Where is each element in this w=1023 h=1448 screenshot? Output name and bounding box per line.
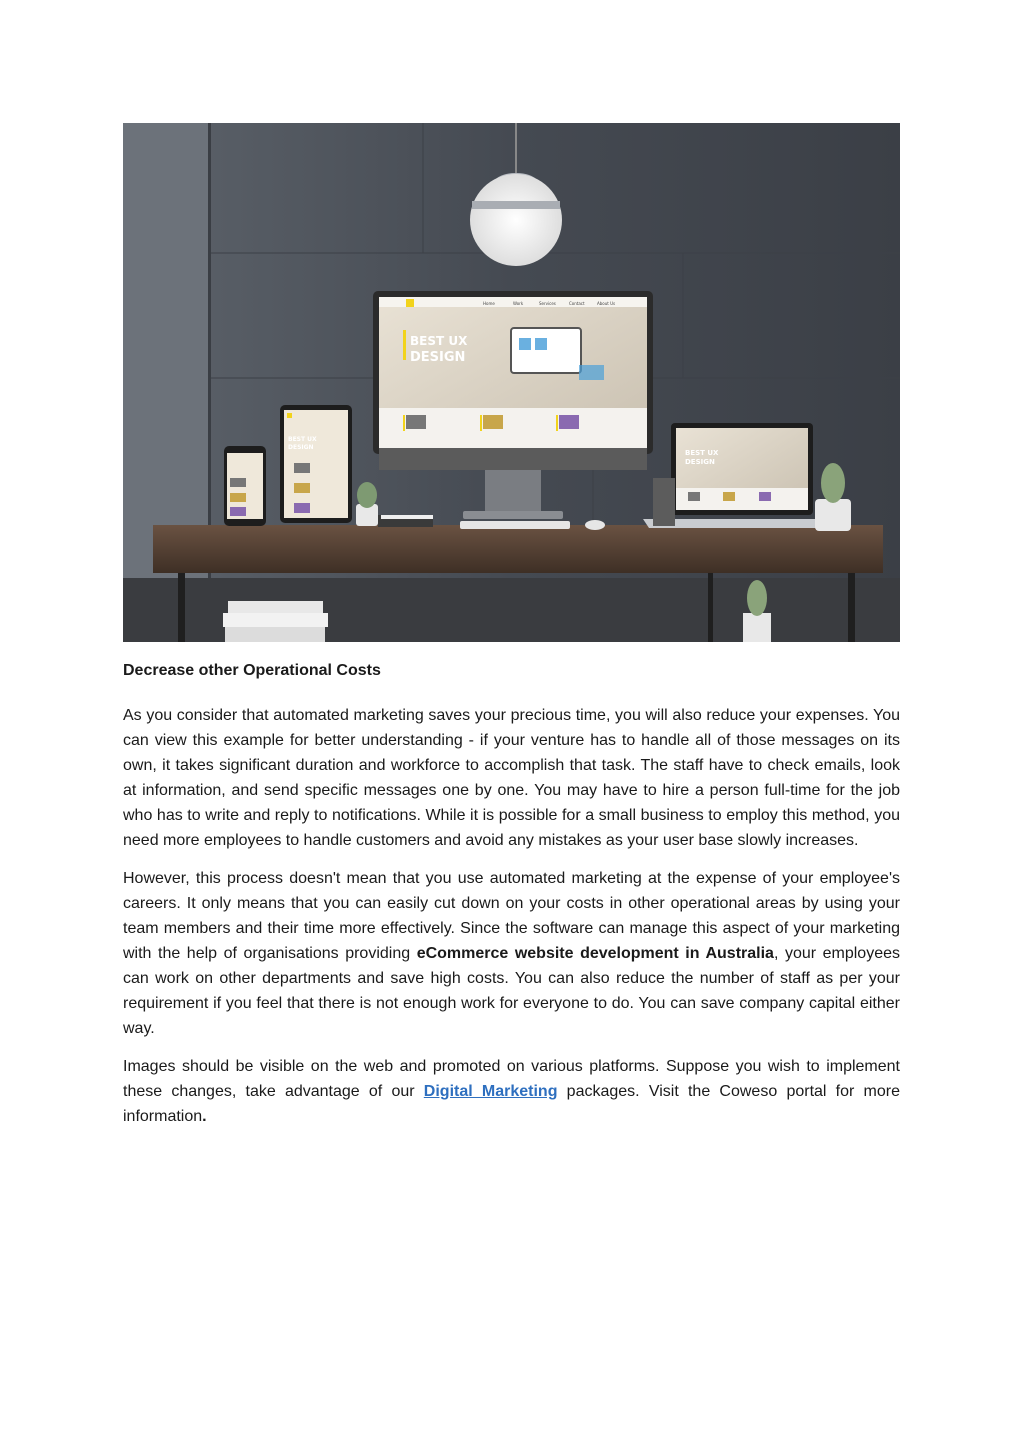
- paragraph-2-text-start: However, this process doesn't mean that you use automated marketing at the expense of your employee's careers. It only means that you can easily cut down on your costs in other operational areas by using your team members and their time more effectively. Since the software can manage this aspect of your marketing with the help of organisations providing: [123, 870, 900, 962]
- paragraph-2: [123, 866, 900, 1041]
- paragraph-1: As you consider that automated marketing saves your precious time, you will also reduce your expenses. You can view this example for better understanding - if your venture has to handle all of those messages on its own, it takes significant duration and workforce to accomplish that task. The staff have to check emails, look at information, and send specific messages one by one. You may have to hire a person full-time for the job who has to write and reply to notifications. While it is possible for a small business to employ this method, you need more employees to handle customers and avoid any mistakes as your user base slowly increases.: [123, 707, 900, 849]
- svg-text:Work: Work: [513, 301, 524, 306]
- svg-text:Contact: Contact: [569, 301, 585, 306]
- paragraph-2-text-end: , your employees can work on other departments and save high costs. You can also reduce the number of staff as per your requirement if you feel that there is not enough work for everyone to do. You can save company capital either way.: [123, 945, 900, 1037]
- svg-text:DESIGN: DESIGN: [288, 444, 314, 451]
- paragraph-3: [123, 1054, 900, 1129]
- paragraph-3-text-middle: packages. Visit the Coweso portal for more information: [123, 1083, 901, 1125]
- svg-text:Home: Home: [483, 301, 495, 306]
- svg-text:BEST UX: BEST UX: [685, 449, 719, 457]
- paragraph-3-text-start: Images should be visible on the web and promoted on various platforms. Suppose you wish to implement these changes, take advantage of our: [123, 1058, 900, 1100]
- svg-text:BEST UX: BEST UX: [410, 334, 468, 348]
- svg-text:Services: Services: [539, 301, 556, 306]
- svg-text:BEST UX: BEST UX: [288, 436, 317, 443]
- hero-image: [123, 123, 900, 642]
- svg-text:About Us: About Us: [597, 301, 616, 306]
- article-body: [123, 658, 900, 1142]
- svg-text:DESIGN: DESIGN: [410, 350, 466, 365]
- paragraph-3-period: .: [202, 1108, 207, 1125]
- digital-marketing-link[interactable]: Digital Marketing: [423, 1083, 558, 1100]
- svg-text:DESIGN: DESIGN: [685, 458, 715, 466]
- section-heading: Decrease other Operational Costs: [123, 662, 381, 679]
- bold-keyword: eCommerce website development in Australia: [416, 945, 774, 962]
